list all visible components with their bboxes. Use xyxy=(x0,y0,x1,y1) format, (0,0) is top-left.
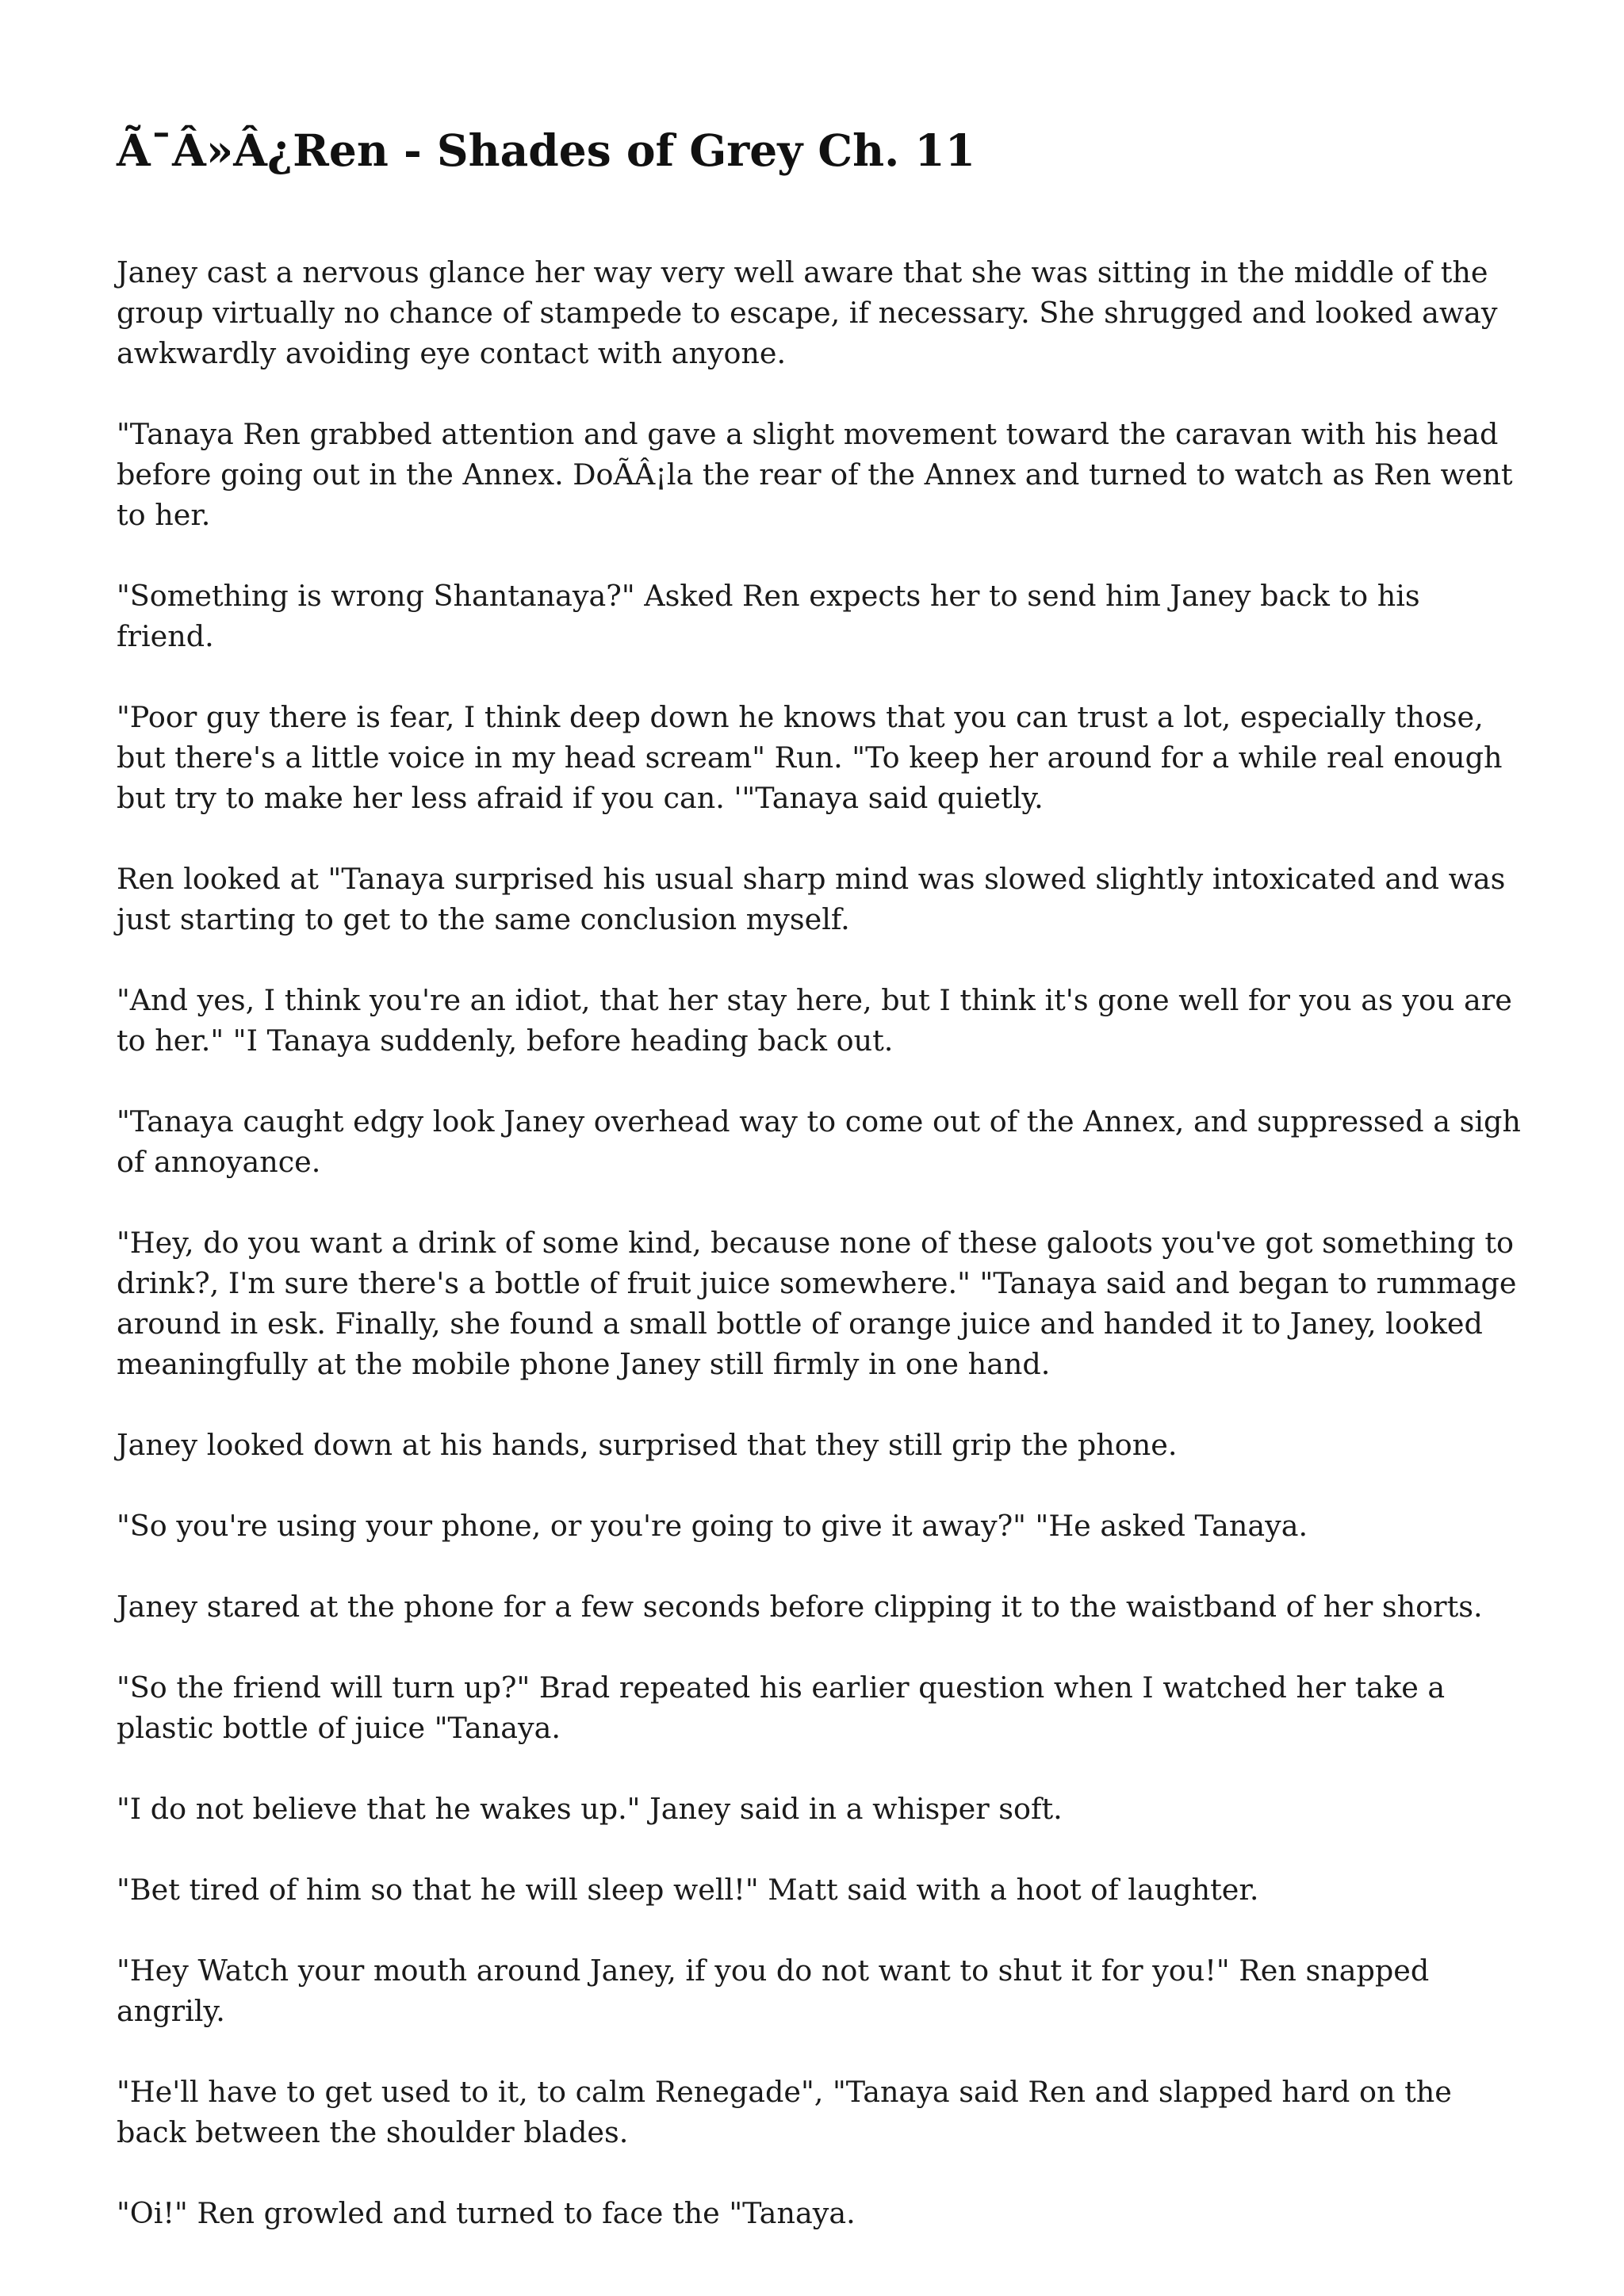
paragraph: "Poor guy there is fear, I think deep down he knows that you can trust a lot, especially those, but there's a little voice in my head scream" Run. "To keep her around for a while real enough but try to make her less afraid if you can. '"Tanaya said quietly. xyxy=(117,700,1503,815)
paragraph: "And yes, I think you're an idiot, that her stay here, but I think it's gone well for you as you are to her." "I Tanaya suddenly, before heading back out. xyxy=(117,983,1512,1058)
paragraph: "Tanaya caught edgy look Janey overhead way to come out of the Annex, and suppressed a sigh of annoyance. xyxy=(117,1104,1521,1179)
paragraph: "Hey Watch your mouth around Janey, if you do not want to shut it for you!" Ren snapped angrily. xyxy=(117,1954,1430,2028)
paragraph: Janey stared at the phone for a few seconds before clipping it to the waistband of her shorts. xyxy=(117,1590,1483,1624)
paragraph: Ren looked at "Tanaya surprised his usual sharp mind was slowed slightly intoxicated and was just starting to get to the same conclusion myself. xyxy=(117,862,1506,936)
paragraph: "Bet tired of him so that he will sleep well!" Matt said with a hoot of laughter. xyxy=(117,1873,1259,1907)
paragraph: "So the friend will turn up?" Brad repeated his earlier question when I watched her take a plastic bottle of juice "Tanaya. xyxy=(117,1670,1446,1745)
page-title: Ã¯Â»Â¿Ren - Shades of Grey Ch. 11 xyxy=(117,124,975,176)
paragraph: Janey looked down at his hands, surprised that they still grip the phone. xyxy=(117,1428,1178,1462)
paragraph: "Oi!" Ren growled and turned to face the "Tanaya. xyxy=(117,2196,856,2230)
document-page xyxy=(117,119,1524,2274)
paragraph: "Hey, do you want a drink of some kind, because none of these galoots you've got something to drink?, I'm sure there's a bottle of fruit juice somewhere." "Tanaya said and began to rummage around in esk. Finally, she found a small bottle of orange juice and handed it to Janey, looked meaningfully at the mobile phone Janey still firmly in one hand. xyxy=(117,1226,1517,1381)
paragraph: "So you're using your phone, or you're going to give it away?" "He asked Tanaya. xyxy=(117,1509,1308,1543)
story-body xyxy=(117,252,1524,2233)
paragraph: "Something is wrong Shantanaya?" Asked Ren expects her to send him Janey back to his friend. xyxy=(117,579,1420,653)
paragraph: Janey cast a nervous glance her way very well aware that she was sitting in the middle of the group virtually no chance of stampede to escape, if necessary. She shrugged and looked away awkwardly avoiding eye contact with anyone. xyxy=(117,255,1498,370)
paragraph: "I do not believe that he wakes up." Janey said in a whisper soft. xyxy=(117,1792,1063,1826)
paragraph: "Tanaya Ren grabbed attention and gave a slight movement toward the caravan with his head before going out in the Annex. DoÃÂ¡la the rear of the Annex and turned to watch as Ren went to her. xyxy=(117,417,1513,532)
paragraph: "He'll have to get used to it, to calm Renegade", "Tanaya said Ren and slapped hard on the back between the shoulder blades. xyxy=(117,2075,1452,2149)
